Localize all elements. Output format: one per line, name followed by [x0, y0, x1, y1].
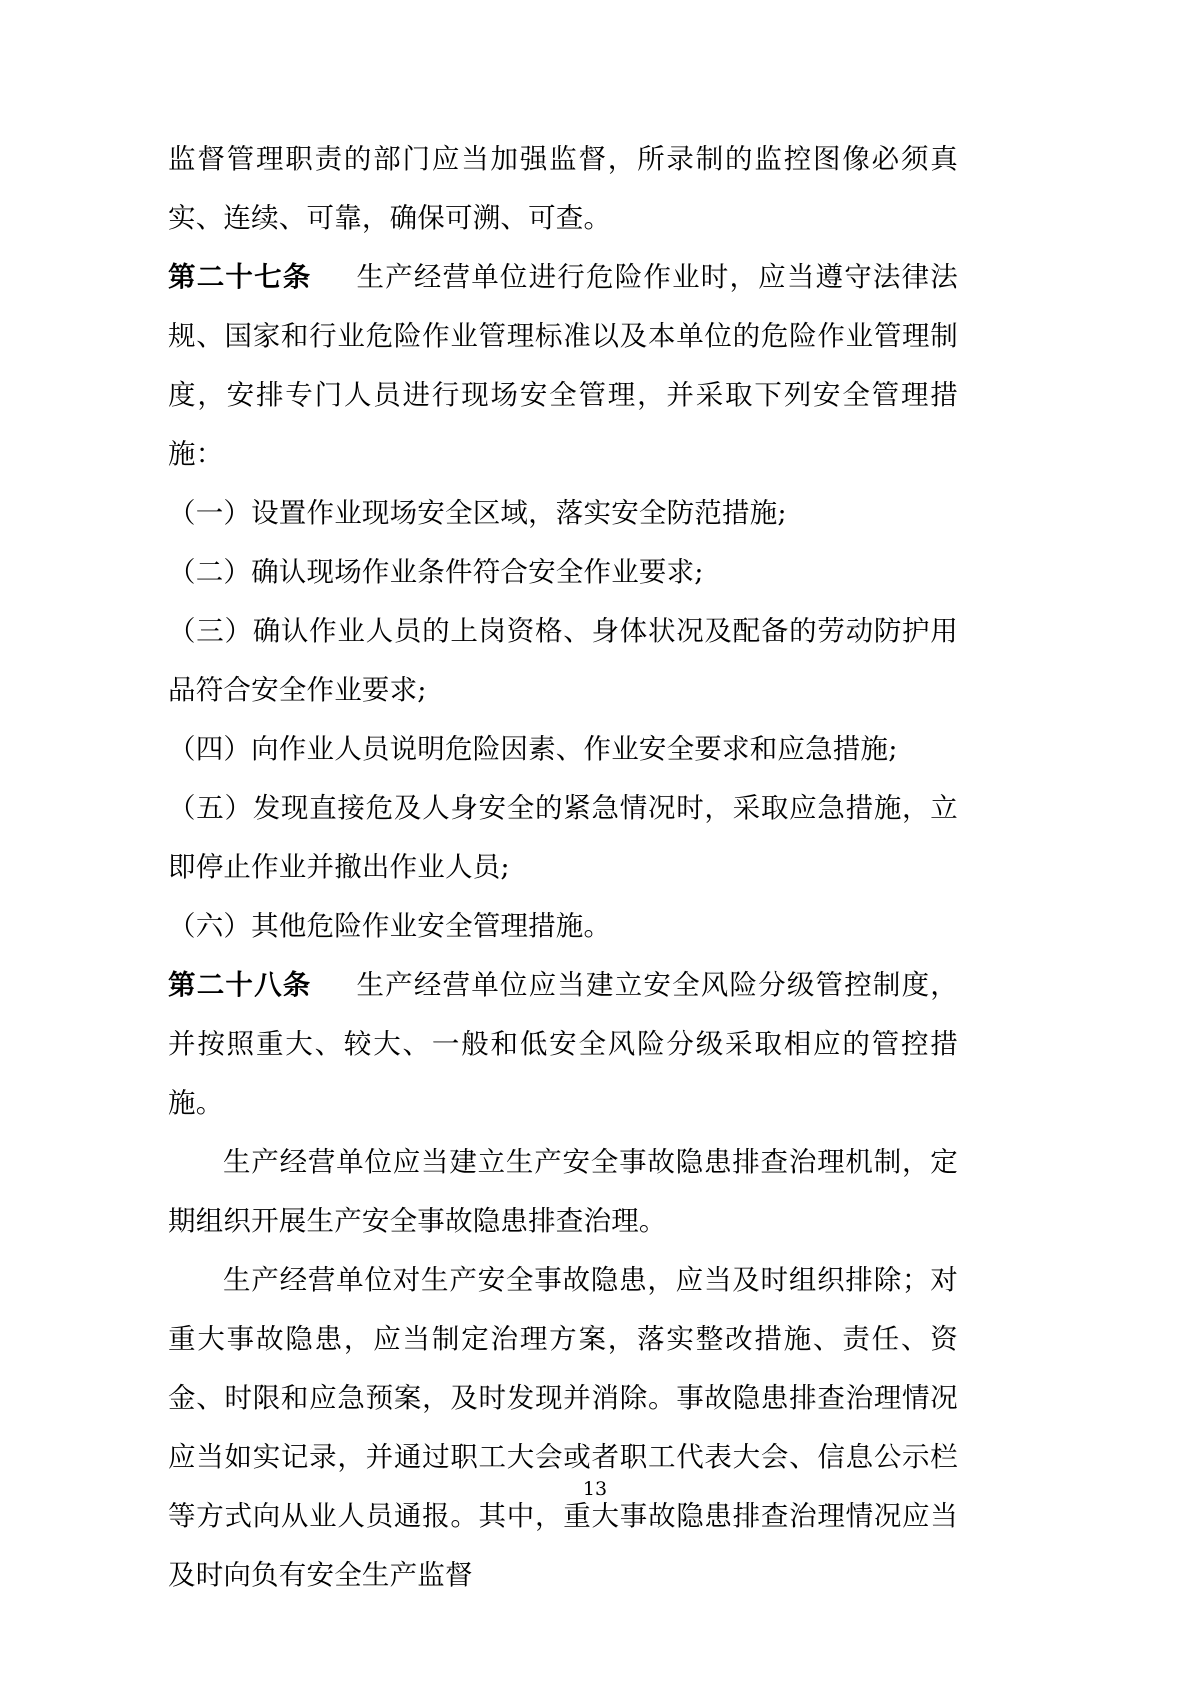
- paragraph-text: 生产经营单位应当建立生产安全事故隐患排查治理机制，定期组织开展生产安全事故隐患排查治理。: [168, 1146, 958, 1237]
- paragraph-text: 生产经营单位对生产安全事故隐患，应当及时组织排除；对重大事故隐患，应当制定治理方案，落实整改措施、责任、资金、时限和应急预案，及时发现并消除。事故隐患排查治理情况应当如实记录，并通过职工大会或者职工代表大会、信息公示栏等方式向从业人员通报。其中，重大事故隐患排查治理情况应当及时向负有安全生产监督: [168, 1264, 958, 1591]
- paragraph-text: 生产经营单位应当建立安全风险分级管控制度，并按照重大、较大、一般和低安全风险分级采取相应的管控措施。: [168, 969, 959, 1119]
- paragraph-article-28-third: [168, 1251, 958, 1605]
- paragraph-continued: [168, 130, 958, 248]
- paragraph-item-1: [168, 484, 958, 543]
- paragraph-article-28-second: [168, 1133, 958, 1251]
- paragraph-item-5: [168, 779, 958, 897]
- page-number: 13: [582, 1478, 608, 1500]
- paragraph-text: （四）向作业人员说明危险因素、作业安全要求和应急措施;: [168, 733, 898, 765]
- document-body: [168, 130, 958, 1605]
- paragraph-text: 生产经营单位进行危险作业时，应当遵守法律法规、国家和行业危险作业管理标准以及本单位的危险作业管理制度，安排专门人员进行现场安全管理，并采取下列安全管理措施：: [168, 261, 959, 470]
- paragraph-text: （三）确认作业人员的上岗资格、身体状况及配备的劳动防护用品符合安全作业要求;: [168, 615, 958, 706]
- paragraph-item-4: [168, 720, 958, 779]
- paragraph-text: （二）确认现场作业条件符合安全作业要求;: [168, 556, 704, 588]
- paragraph-article-28: [168, 956, 958, 1133]
- article-label: 第二十八条: [168, 969, 312, 1001]
- paragraph-text: （五）发现直接危及人身安全的紧急情况时，采取应急措施，立即停止作业并撤出作业人员;: [168, 792, 958, 883]
- paragraph-item-3: [168, 602, 958, 720]
- article-label: 第二十七条: [168, 261, 312, 293]
- paragraph-text: （一）设置作业现场安全区域，落实安全防范措施;: [168, 497, 787, 529]
- paragraph-article-27: [168, 248, 958, 484]
- paragraph-item-6: [168, 897, 958, 956]
- paragraph-text: （六）其他危险作业安全管理措施。: [168, 910, 612, 942]
- paragraph-text: 监督管理职责的部门应当加强监督，所录制的监控图像必须真实、连续、可靠，确保可溯、可查。: [168, 143, 958, 234]
- paragraph-item-2: [168, 543, 958, 602]
